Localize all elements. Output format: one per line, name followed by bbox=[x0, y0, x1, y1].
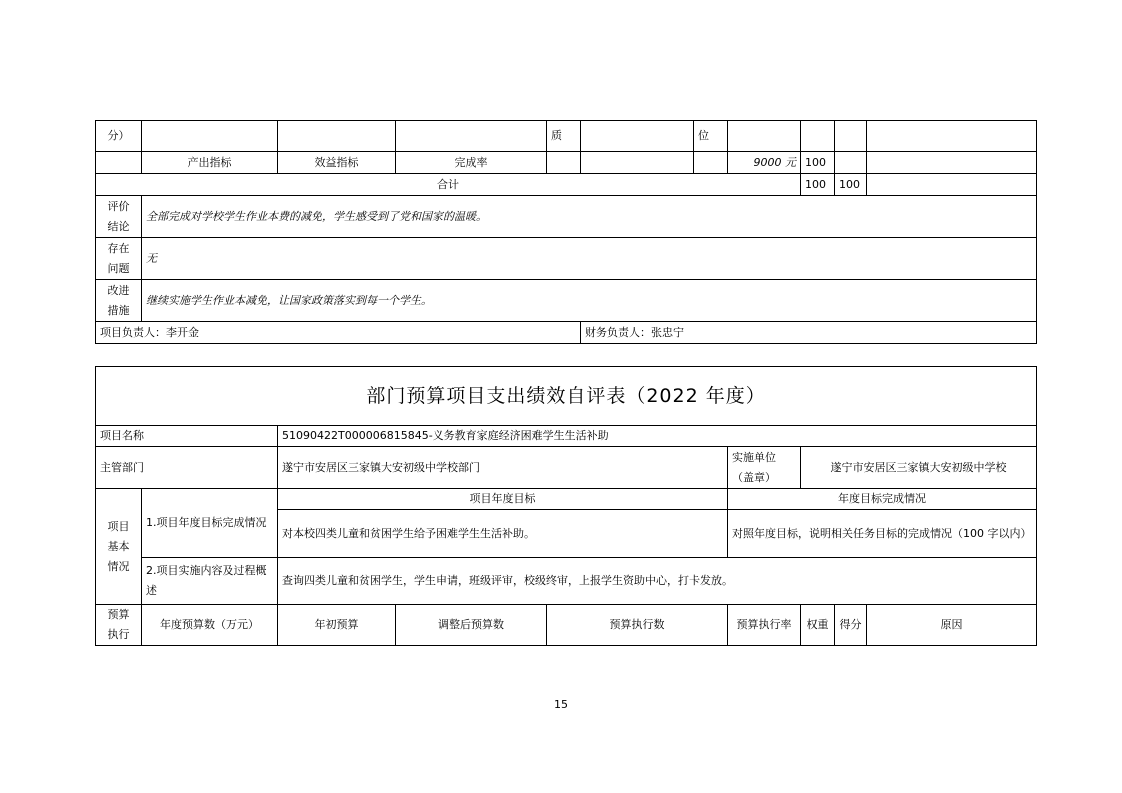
header-annual-budget: 年度预算数（万元） bbox=[142, 605, 278, 646]
project-name-value: 51090422T000006815845-义务教育家庭经济困难学生生活补助 bbox=[278, 426, 1037, 447]
unit-cell: 位 bbox=[694, 121, 728, 152]
finance-leader: 财务负责人：张忠宁 bbox=[581, 322, 1037, 344]
header-execution-rate: 预算执行率 bbox=[728, 605, 801, 646]
budget-label: 预算 执行 bbox=[96, 605, 142, 646]
measures-label: 改进 措施 bbox=[96, 280, 142, 322]
header-score: 得分 bbox=[835, 605, 867, 646]
measures-text: 继续实施学生作业本减免，让国家政策落实到每一个学生。 bbox=[142, 280, 1037, 322]
item2-text: 查询四类儿童和贫困学生，学生申请，班级评审，校级终审，上报学生资助中心，打卡发放。 bbox=[278, 558, 1037, 605]
form-title: 部门预算项目支出绩效自评表（2022 年度） bbox=[96, 367, 1037, 426]
header-weight: 权重 bbox=[801, 605, 835, 646]
total-label: 合计 bbox=[96, 174, 801, 196]
score-cell: 100 bbox=[801, 152, 835, 174]
page-number: 15 bbox=[554, 698, 568, 711]
item2-label: 2.项目实施内容及过程概述 bbox=[142, 558, 278, 605]
quality-cell: 质 bbox=[547, 121, 581, 152]
output-indicator-cell: 产出指标 bbox=[142, 152, 278, 174]
row-label-fen: 分） bbox=[96, 121, 142, 152]
project-name-label: 项目名称 bbox=[96, 426, 278, 447]
item1-label: 1.项目年度目标完成情况 bbox=[142, 489, 278, 558]
dept-label: 主管部门 bbox=[96, 447, 278, 489]
total-weight: 100 bbox=[801, 174, 835, 196]
benefit-indicator-cell: 效益指标 bbox=[278, 152, 396, 174]
dept-value: 遂宁市安居区三家镇大安初级中学校部门 bbox=[278, 447, 728, 489]
problems-label: 存在 问题 bbox=[96, 238, 142, 280]
conclusion-label: 评价 结论 bbox=[96, 196, 142, 238]
goal-completion-header: 年度目标完成情况 bbox=[728, 489, 1037, 510]
goal-completion-text: 对照年度目标，说明相关任务目标的完成情况（100 字以内） bbox=[728, 510, 1037, 558]
header-initial-budget: 年初预算 bbox=[278, 605, 396, 646]
conclusion-text: 全部完成对学校学生作业本费的减免，学生感受到了党和国家的温暖。 bbox=[142, 196, 1037, 238]
completion-rate-cell: 完成率 bbox=[396, 152, 547, 174]
annual-goal-text: 对本校四类儿童和贫困学生给予困难学生生活补助。 bbox=[278, 510, 728, 558]
impl-unit-label: 实施单位 （盖章） bbox=[728, 447, 801, 489]
annual-goal-header: 项目年度目标 bbox=[278, 489, 728, 510]
problems-text: 无 bbox=[142, 238, 1037, 280]
performance-self-evaluation-form bbox=[95, 366, 1037, 646]
header-adjusted-budget: 调整后预算数 bbox=[396, 605, 547, 646]
evaluation-table-continued bbox=[95, 120, 1037, 344]
project-leader: 项目负责人：李开金 bbox=[96, 322, 581, 344]
header-reason: 原因 bbox=[867, 605, 1037, 646]
header-executed-budget: 预算执行数 bbox=[547, 605, 728, 646]
target-value-cell: 9000 元 bbox=[728, 152, 801, 174]
impl-unit-value: 遂宁市安居区三家镇大安初级中学校 bbox=[801, 447, 1037, 489]
total-score: 100 bbox=[835, 174, 867, 196]
basic-info-label: 项目 基本 情况 bbox=[96, 489, 142, 605]
